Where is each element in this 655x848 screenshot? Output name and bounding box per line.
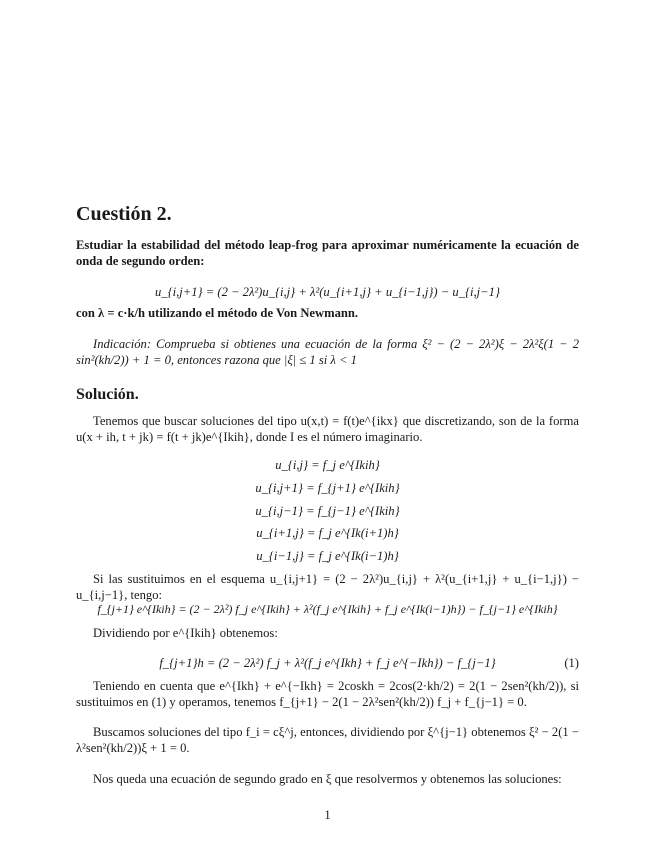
solution-title: Solución. [76, 386, 139, 403]
solution-eq-substitution: f_{j+1} e^{Ikih} = (2 − 2λ²) f_j e^{Ikih} + λ²(f_j e^{Ikih} + f_j e^{Ik(i−1)h}) − f_{j−1} e^{Ikih} [97, 602, 558, 616]
solution-paragraph-3: Dividiendo por e^{Ikih} obtenemos: [93, 626, 278, 640]
question-equation: u_{i,j+1} = (2 − 2λ²)u_{i,j} + λ²(u_{i+1,j} + u_{i−1,j}) − u_{i,j−1} [154, 285, 501, 299]
solution-eq-5: u_{i−1,j} = f_j e^{Ik(i−1)h} [256, 549, 399, 563]
solution-paragraph-1: Tenemos que buscar soluciones del tipo u(x,t) = f(t)e^{ikx} que discretizando, son de la forma u(x + ih, t + jk) = f(t + jk)e^{Ikih}, donde I es el número imaginario. [76, 414, 579, 444]
question-statement: Estudiar la estabilidad del método leap-frog para aproximar numéricamente la ecuación de onda de segundo orden: [76, 238, 579, 268]
solution-eq-4: u_{i+1,j} = f_j e^{Ik(i+1)h} [256, 526, 399, 540]
page-number: 1 [324, 808, 331, 822]
solution-eq-1: u_{i,j} = f_j e^{Ikih} [275, 458, 380, 472]
hint-label: Indicación: [93, 337, 152, 351]
hint-paragraph [76, 336, 579, 368]
solution-paragraph-4: Teniendo en cuenta que e^{Ikh} + e^{−Ikh} = 2coskh = 2cos(2·kh/2) = 2(1 − 2sen²(kh/2)), si sustituimos en (1) y operamos, tenemos f_{j+1} − 2(1 − 2λ²sen²(kh/2)) f_j + f_{j−1} = 0. [76, 679, 579, 709]
solution-eq-divided: f_{j+1}h = (2 − 2λ²) f_j + λ²(f_j e^{Ikh} + f_j e^{−Ikh}) − f_{j−1} [159, 656, 496, 670]
solution-paragraph-6: Nos queda una ecuación de segundo grado en ξ que resolvermos y obtenemos las soluciones: [93, 772, 562, 786]
solution-eq-3: u_{i,j−1} = f_{j−1} e^{Ikih} [255, 504, 400, 518]
solution-paragraph-2: Si las sustituimos en el esquema u_{i,j+1} = (2 − 2λ²)u_{i,j} + λ²(u_{i+1,j} + u_{i−1,j}) − u_{i,j−1}, tengo: [76, 572, 579, 602]
question-title: Cuestión 2. [76, 203, 172, 225]
equation-number: (1) [564, 656, 579, 670]
solution-paragraph-5: Buscamos soluciones del tipo f_i = cξ^j, entonces, dividiendo por ξ^{j−1} obtenemos ξ² − 2(1 − λ²sen²(kh/2))ξ + 1 = 0. [76, 725, 579, 755]
question-condition: con λ = c·k/h utilizando el método de Von Newmann. [76, 306, 359, 320]
hint-text: Comprueba si obtienes una ecuación de la forma ξ² − (2 − 2λ²)ξ − 2λ²ξ(1 − 2 sin²(kh/2)) + 1 = 0, entonces razona que |ξ| ≤ 1 si λ < 1 [76, 337, 579, 367]
solution-eq-2: u_{i,j+1} = f_{j+1} e^{Ikih} [255, 481, 400, 495]
